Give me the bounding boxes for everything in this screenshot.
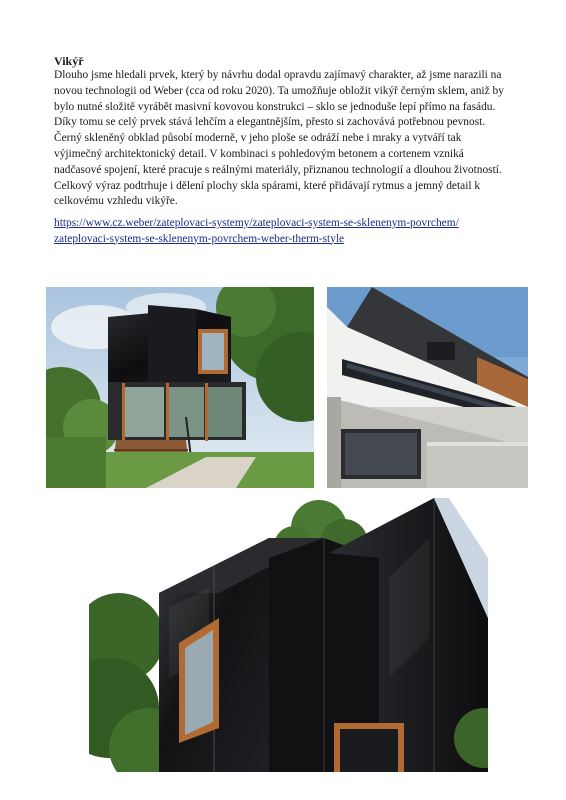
photo-black-glass-house-garden (46, 287, 314, 488)
link-line-1[interactable]: https://www.cz.weber/zateplovaci-systemy/zateplovaci-system-se-sklenenym-povrchem/ (54, 217, 459, 229)
photo-black-glass-dormer-closeup (89, 498, 488, 772)
paragraph-line: Dlouho jsme hledali prvek, který by návrhu dodal opravdu zajímavý charakter, až jsme narazili na (54, 69, 502, 81)
paragraph-line: novou technologii od Weber (cca od roku 2020). Ta umožňuje obložit vikýř černým sklem, aniž by (54, 84, 504, 97)
paragraph-line: celkovému vzhledu vikýře. (54, 195, 178, 208)
weber-link[interactable] (54, 216, 524, 247)
paragraph-line: bylo nutné složitě vyrábět masivní kovovou konstrukci – sklo se jednoduše lepí přímo na fasádu. (54, 100, 496, 113)
link-line-2[interactable]: zateplovaci-system-se-sklenenym-povrchem-weber-therm-style (54, 232, 345, 245)
photo-white-concrete-building-dark-cladding (327, 287, 528, 488)
paragraph-line: výjimečný architektonický detail. V kombinaci s pohledovým betonem a cortenem vzniká (54, 147, 464, 160)
paragraph-line: Černý skleněný obklad působí moderně, v jeho ploše se odráží nebe i mraky a vytváří tak (54, 132, 462, 145)
paragraph-line: Celkový výraz podtrhuje i dělení plochy skla spárami, které přidávají rytmus a jemný detail k (54, 179, 481, 192)
paragraph-line: Díky tomu se celý prvek stává lehčím a elegantnějším, přesto si zachovává potřebnou pevnost. (54, 116, 486, 129)
section-heading: Vikýř (54, 54, 84, 68)
body-paragraph (54, 68, 516, 210)
paragraph-line: nadčasové spojení, které pracuje s reálnými materiály, přiznanou technologií a dlouhou životností. (54, 163, 502, 176)
